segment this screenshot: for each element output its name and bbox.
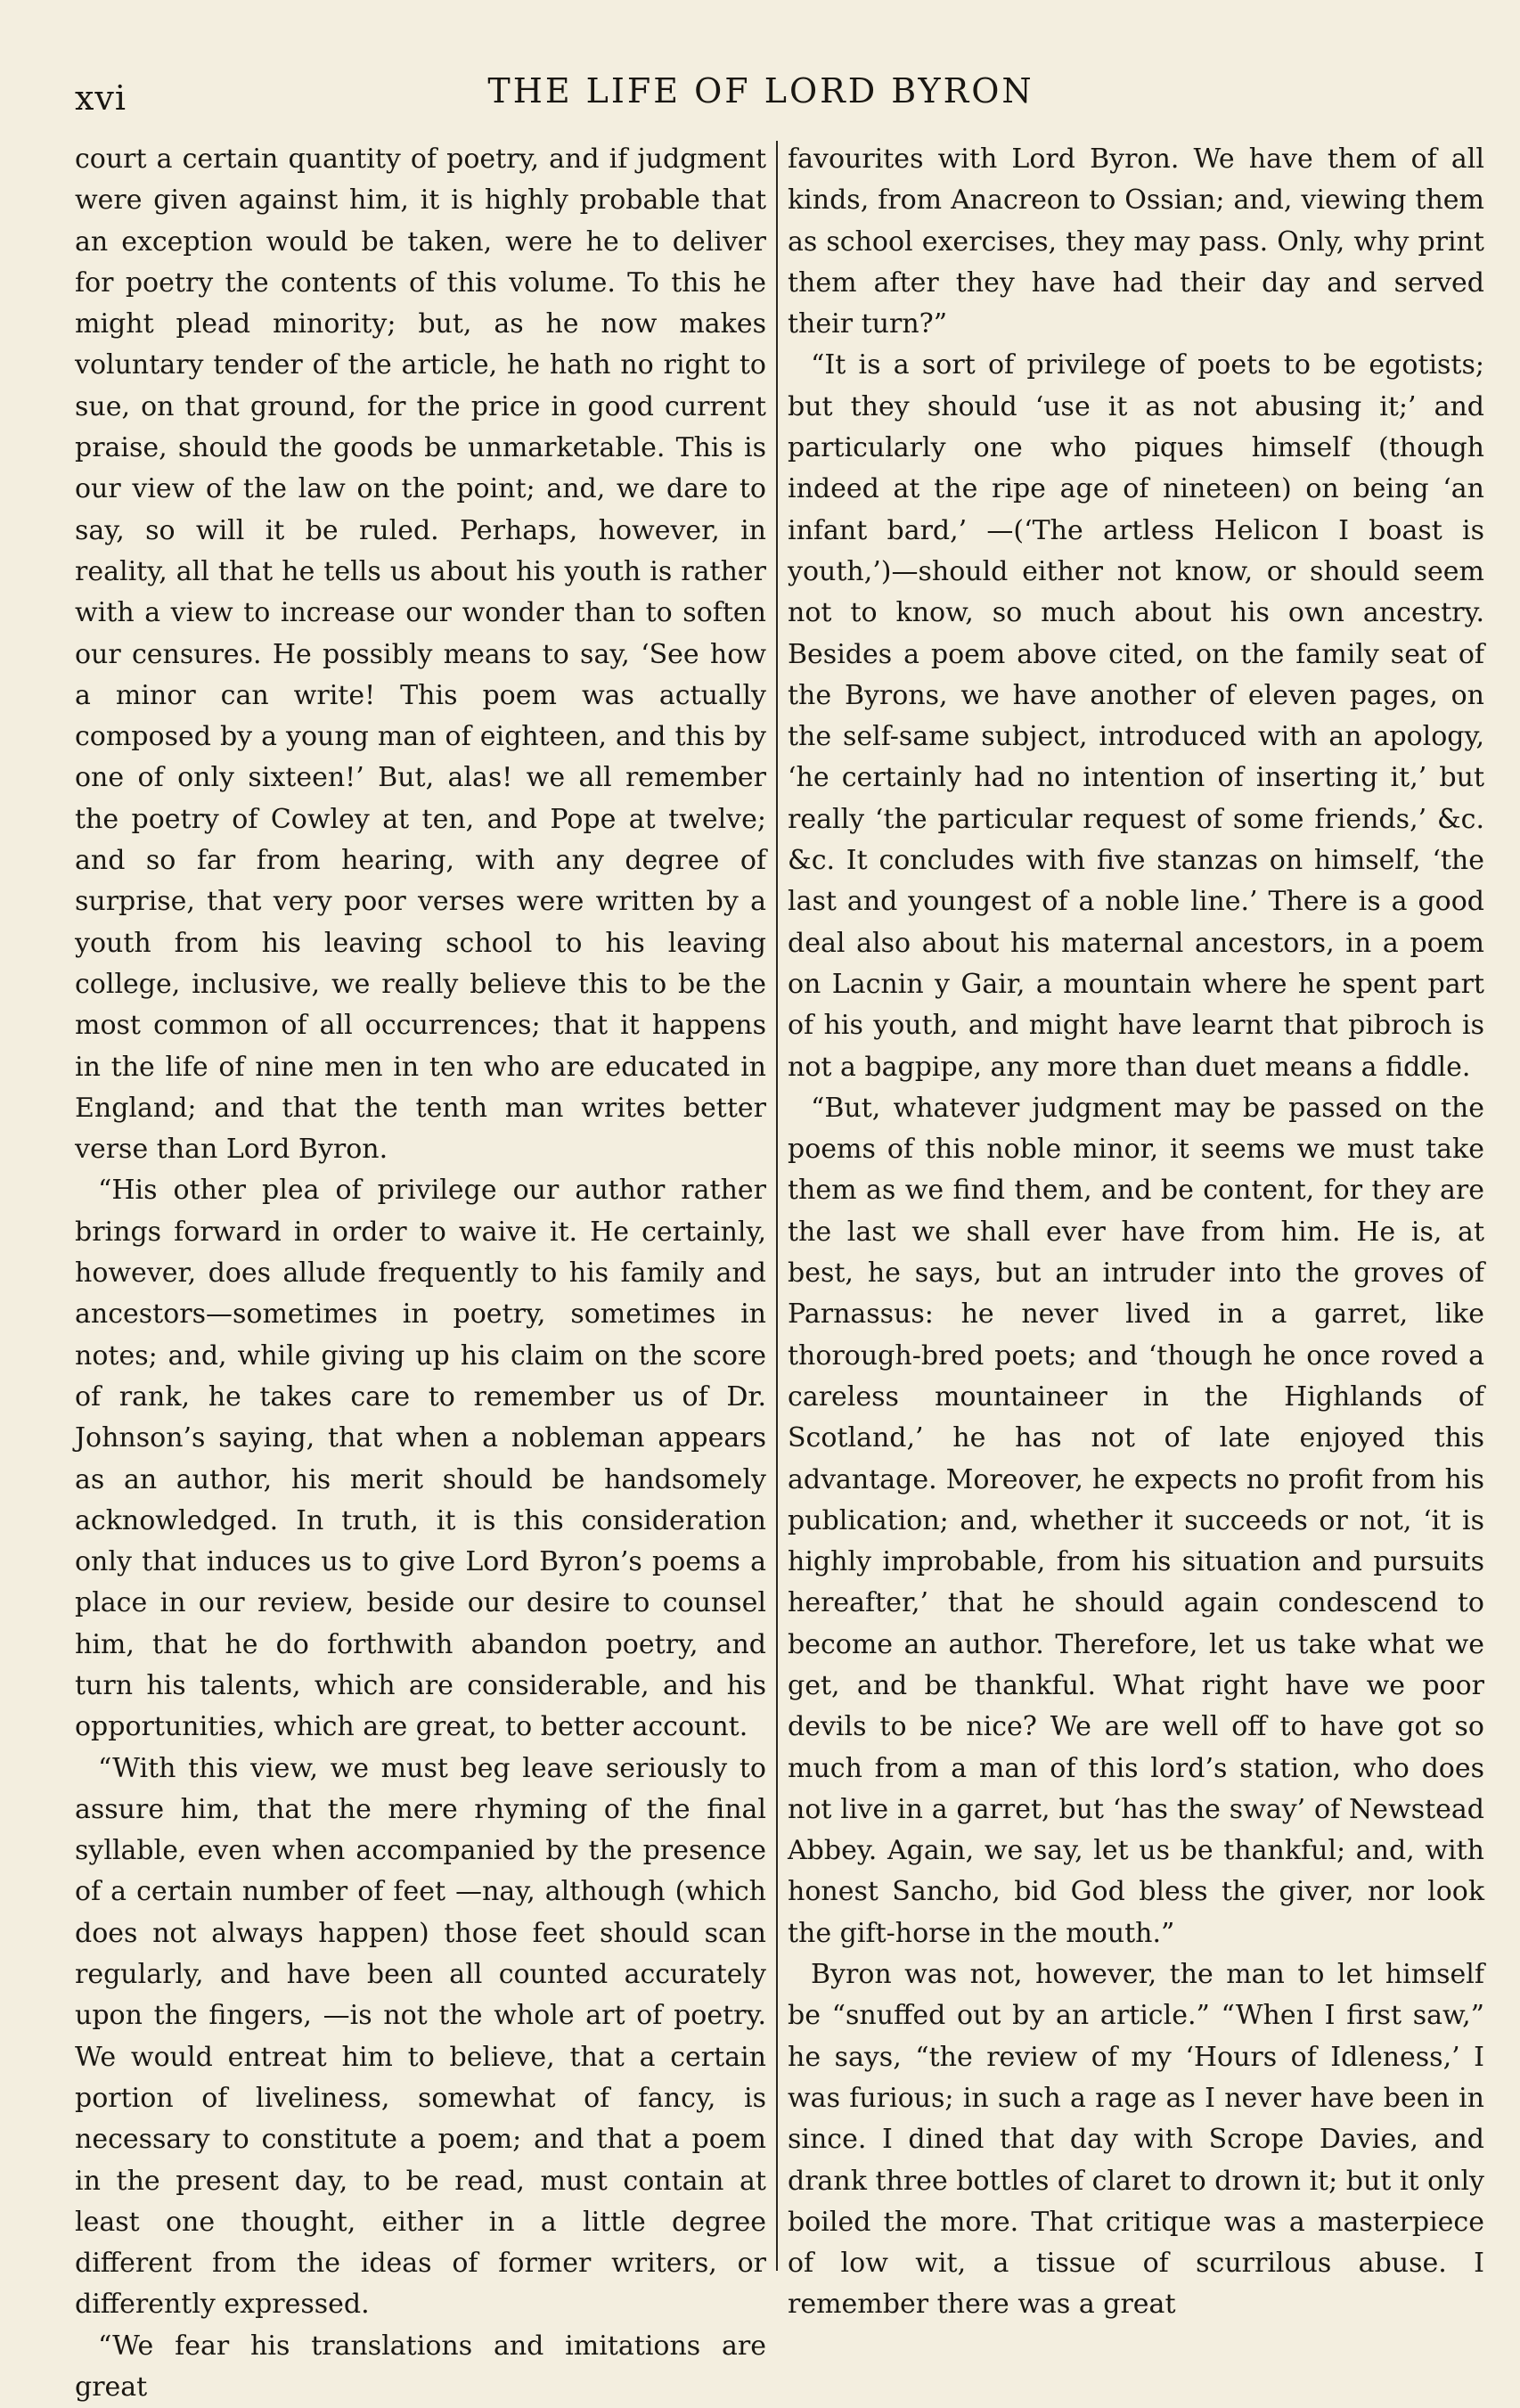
- column-divider: [776, 141, 778, 2271]
- paragraph: “But, whatever judgment may be passed on the poems of this noble minor, it seems we must take them as we find them, and be content, for they are the last we shall ever have from him. He is, at best, he says, but an intruder into the groves of Parnassus: he never lived in a garret, like thorough-bred poets; and ‘though he once roved a careless mountaineer in the Highlands of Scotland,’ he has not of late enjoyed this advantage. Moreover, he expects no profit from his publication; and, whether it succeeds or not, ‘it is highly improbable, from his situation and pursuits hereafter,’ that he should again condescend to become an author. Therefore, let us take what we get, and be thankful. What right have we poor devils to be nice? We are well off to have got so much from a man of this lord’s station, who does not live in a garret, but ‘has the sway’ of Newstead Abbey. Again, we say, let us be thankful; and, with honest Sancho, bid God bless the giver, nor look the gift-horse in the mouth.”: [788, 1092, 1484, 1949]
- paragraph: “It is a sort of privilege of poets to be egotists; but they should ‘use it as not abusing it;’ and particularly one who piques himself (though indeed at the ripe age of nineteen) on being ‘an infant bard,’ —(‘The artless Helicon I boast is youth,’)—should either not know, or should seem not to know, so much about his own ancestry. Besides a poem above cited, on the family seat of the Byrons, we have another of eleven pages, on the self-same subject, introduced with an apology, ‘he certainly had no intention of inserting it,’ but really ‘the particular request of some friends,’ &c. &c. It concludes with five stanzas on himself, ‘the last and youngest of a noble line.’ There is a good deal also about his maternal ancestors, in a poem on Lacnin y Gair, a mountain where he spent part of his youth, and might have learnt that pibroch is not a bagpipe, any more than duet means a fiddle.: [788, 349, 1484, 1083]
- paragraph: “We fear his translations and imitations are great: [75, 2330, 766, 2404]
- page-number: xvi: [75, 78, 127, 118]
- paragraph: Byron was not, however, the man to let himself be “snuffed out by an article.” “When I first saw,” he says, “the review of my ‘Hours of Idleness,’ I was furious; in such a rage as I never have been in since. I dined that day with Scrope Davies, and drank three bottles of claret to drown it; but it only boiled the more. That critique was a masterpiece of low wit, a tissue of scurrilous abuse. I remember there was a great: [788, 1959, 1484, 2321]
- paragraph: “With this view, we must beg leave seriously to assure him, that the mere rhyming of the final syllable, even when accompanied by the presence of a certain number of feet —nay, although (which does not always happen) those feet should scan regularly, and have been all counted accurately upon the fingers, —is not the whole art of poetry. We would entreat him to believe, that a certain portion of liveliness, somewhat of fancy, is necessary to constitute a poem; and that a poem in the present day, to be read, must contain at least one thought, either in a little degree different from the ideas of former writers, or differently expressed.: [75, 1752, 766, 2321]
- paragraph: favourites with Lord Byron. We have them of all kinds, from Anacreon to Ossian; and, viewing them as school exercises, they may pass. Only, why print them after they have had their day and served their turn?”: [788, 143, 1484, 340]
- running-title: THE LIFE OF LORD BYRON: [487, 71, 1034, 111]
- left-column: [75, 139, 766, 2408]
- right-column: [788, 139, 1484, 2326]
- paragraph: “His other plea of privilege our author rather brings forward in order to waive it. He certainly, however, does allude frequently to his family and ancestors—sometimes in poetry, sometimes in notes; and, while giving up his claim on the score of rank, he takes care to remember us of Dr. Johnson’s saying, that when a nobleman appears as an author, his merit should be handsomely acknowledged. In truth, it is this consideration only that induces us to give Lord Byron’s poems a place in our review, beside our desire to counsel him, that he do forthwith abandon poetry, and turn his talents, which are considerable, and his opportunities, which are great, to better account.: [75, 1175, 766, 1743]
- paragraph: court a certain quantity of poetry, and if judgment were given against him, it is highly probable that an exception would be taken, were he to deliver for poetry the contents of this volume. To this he might plead minority; but, as he now makes voluntary tender of the article, he hath no right to sue, on that ground, for the price in good current praise, should the goods be unmarketable. This is our view of the law on the point; and, we dare to say, so will it be ruled. Perhaps, however, in reality, all that he tells us about his youth is rather with a view to increase our wonder than to soften our censures. He possibly means to say, ‘See how a minor can write! This poem was actually composed by a young man of eighteen, and this by one of only sixteen!’ But, alas! we all remember the poetry of Cowley at ten, and Pope at twelve; and so far from hearing, with any degree of surprise, that very poor verses were written by a youth from his leaving school to his leaving college, inclusive, we really believe this to be the most common of all occurrences; that it happens in the life of nine men in ten who are educated in England; and that the tenth man writes better verse than Lord Byron.: [75, 143, 766, 1166]
